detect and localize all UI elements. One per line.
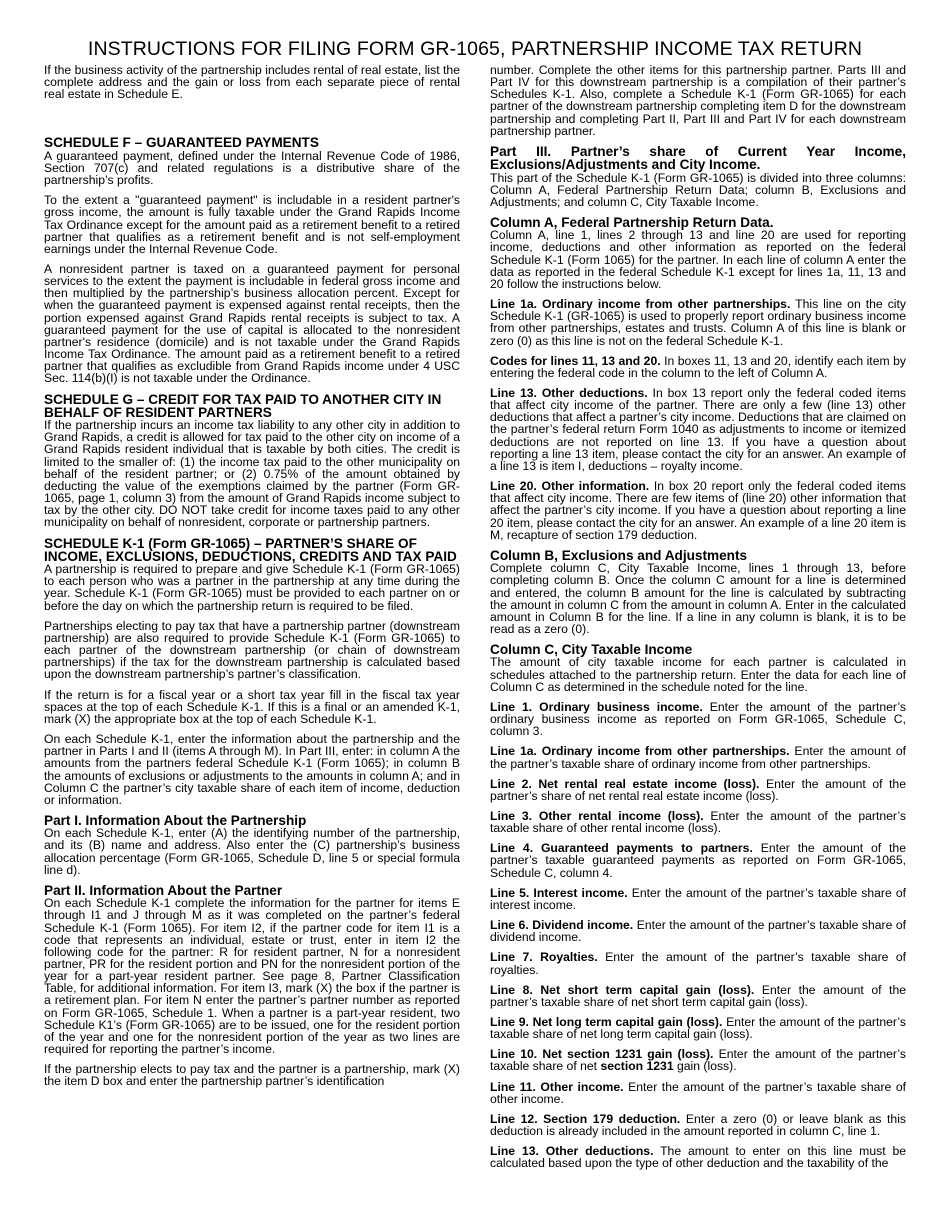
column-a-heading: Column A, Federal Partnership Return Data. — [490, 215, 774, 230]
line-text: The amount to enter on this line must be calculated based upon the type of other deduction and the taxability of the — [490, 1144, 907, 1171]
part-1-heading: Part I. Information About the Partnership — [44, 812, 307, 828]
line-label: Line 12. Section 179 deduction. — [490, 1111, 681, 1126]
paragraph: A partnership is required to prepare and give Schedule K-1 (Form GR-1065) to each person who was a partner in the partnership at any time during the year. Schedule K-1 (Form GR-1065) must be provided to each partner on or before the day on which the partnership return is required to be filed. — [44, 562, 460, 613]
line-label: Line 8. Net short term capital gain (loss). — [490, 982, 755, 997]
line-label: Line 2. Net rental real estate income (loss). — [490, 776, 760, 791]
line-text: gain (loss). — [673, 1059, 737, 1074]
paragraph: A guaranteed payment, defined under the Internal Revenue Code of 1986, Section 707(c) and related regulations is a distributive share of the partnership’s profits. — [44, 148, 460, 188]
line-text: Enter the amount of the partner’s taxable share of other rental income (loss). — [490, 808, 907, 836]
line-emphasis: section 1231 — [600, 1059, 674, 1074]
line-item — [490, 810, 906, 834]
line-label: Line 1. Ordinary business income. — [490, 699, 703, 714]
line-text: Enter the amount of the partner’s taxable share of dividend income. — [490, 918, 906, 945]
line-item — [490, 1016, 906, 1040]
paragraph: On each Schedule K-1 complete the information for the partner for items E through I1 and J through M as it was completed on the partner’s federal Schedule K-1 (Form 1065). For item I2, if the partner code for item I1 is a code that represents an individual, estate or trust, enter in item I2 the following code for the partner: R for resident partner, N for a nonresident partner, PR for the resident portion and PN for the nonresident portion of the year for a part-year resident partner. See page 8, Partner Classification Table, for additional information. For item I3, mark (X) the box if the partner is a retirement plan. For item N enter the partner’s partner number as reported on Form GR-1065, Schedule 1. When a partner is a part-year resident, two Schedule K1’s (Form GR-1065) are to be issued, one for the resident portion of the year and one for the nonresident portion of the year as two lines are required for reporting the partner’s income. — [44, 896, 460, 1057]
line-item — [490, 387, 906, 472]
line-label: Line 1a. Ordinary income from other partnerships. — [490, 297, 791, 312]
line-label: Line 1a. Ordinary income from other partnerships. — [490, 744, 790, 759]
line-text: Enter the amount of the partner’s taxable share of other income. — [490, 1079, 907, 1106]
schedule-f-heading: SCHEDULE F – GUARANTEED PAYMENTS — [44, 135, 319, 151]
line-label: Line 5. Interest income. — [490, 885, 628, 900]
line-item — [490, 1048, 906, 1072]
line-text: Enter the amount of the partner’s taxable share of interest income. — [490, 885, 906, 912]
line-text: Enter the amount of the partner’s taxable share of net long term capital gain (loss). — [490, 1015, 907, 1042]
line-label: Line 4. Guaranteed payments to partners. — [490, 841, 753, 856]
line-text: Enter the amount of the partner’s share of net rental real estate income (loss). — [490, 776, 906, 803]
line-item — [490, 951, 906, 975]
paragraph: If the partnership incurs an income tax liability to any other city in addition to Grand Rapids, a credit is allowed for tax paid to the other city on income of a Grand Rapids resident individual that is taxable by both cities. The credit is limited to the smaller of: (1) the income tax paid to the other municipality on behalf of the resident partner; or (2) 0.75% of the amount obtained by deducting the value of the exemptions claimed by the partner (Form GR-1065, page 1, column 3) from the amount of Grand Rapids income subject to tax by the other city. DO NOT take credit for income taxes paid to any other municipality on behalf of nonresident, corporate or partnership partners. — [44, 418, 460, 530]
line-text: Enter the amount of the partner’s taxable share of royalties. — [490, 950, 906, 977]
paragraph: A nonresident partner is taxed on a guaranteed payment for personal services to the extent the payment is includable in federal gross income and then multiplied by the partnership’s business allocation percent. Except for when the guaranteed payment is expensed against rental receipts, then the portion expensed against Grand Rapids rental receipts is subject to tax. A guaranteed payment for the use of capital is allocated to the nonresident partner's residence (domicile) and is not taxable under the Grand Rapids Income Tax Ordinance. The amount paid as a retirement benefit to a retired partner that qualifies as excludible from Grand Rapids income under 4 USC Sec. 114(b)(I) is not taxable under the Ordinance. — [44, 262, 460, 386]
line-label: Line 3. Other rental income (loss). — [490, 808, 704, 823]
line-item — [490, 480, 906, 541]
paragraph: On each Schedule K-1, enter the information about the partnership and the partner in Parts I and II (items A through M). In Part III, enter: in column A the amounts from the partners federal Schedule K-1 (Form 1065); in column B the amounts of exclusions or adjustments to the amounts in column A; and in Column C the partner’s city taxable share of each item of income, deduction or information. — [44, 732, 460, 807]
paragraph: Partnerships electing to pay tax that have a partnership partner (downstream partnership) are also required to provide Schedule K-1 (Form GR-1065) to each partner of the downstream partnership (or chain of downstream partnerships) if the tax for the downstream partnership is calculated based upon the downstream partnership’s partner’s classification. — [44, 618, 460, 682]
line-text: Enter the amount of the partner’s taxable share of net — [490, 1047, 906, 1074]
paragraph: To the extent a "guaranteed payment" is includable in a resident partner's gross income, the amount is fully taxable under the Grand Rapids Income Tax Ordinance except for the amount paid as a retirement benefit to a retired partner that qualifies as a retirement benefit and is not self-employment earnings under the Internal Revenue Code. — [44, 193, 460, 256]
part-3-heading: Part III. Partner’s share of Current Year Income, Exclusions/Adjustments and City Income. — [490, 143, 906, 173]
line-label: Line 11. Other income. — [490, 1079, 624, 1094]
schedule-g-heading: SCHEDULE G – CREDIT FOR TAX PAID TO ANOTHER CITY IN BEHALF OF RESIDENT PARTNERS — [44, 391, 442, 420]
line-label: Line 9. Net long term capital gain (loss). — [490, 1015, 723, 1030]
two-column-body — [44, 64, 906, 1178]
page-title: INSTRUCTIONS FOR FILING FORM GR-1065, PARTNERSHIP INCOME TAX RETURN — [87, 38, 863, 60]
line-item — [490, 919, 906, 943]
line-label: Line 13. Other deductions. — [490, 386, 648, 401]
line-item — [490, 842, 906, 878]
paragraph: This part of the Schedule K-1 (Form GR-1065) is divided into three columns: Column A, Federal Partnership Return Data; column B, Exclusions and Adjustments; and column C, City Taxable Income. — [490, 170, 906, 209]
line-text: In box 13 report only the federal coded items that affect city income of the partner. There are only a few (line 13) other deductions that affect a partner’s city income. Deductions that are claimed on the partner’s federal return Form 1040 as adjustments to income or itemized deductions are not reported on line 13. If you have a question about reporting a line 13 item, please contact the city for an answer. An example of a line 13 is item I, deductions – royalty income. — [490, 386, 906, 473]
line-item — [490, 1113, 906, 1137]
section-spacer — [44, 108, 460, 136]
line-text: Enter a zero (0) or leave blank as this deduction is already included in the amount reported in column C, line 1. — [490, 1111, 906, 1139]
part-2-heading: Part II. Information About the Partner — [44, 882, 283, 898]
paragraph: Column A, line 1, lines 2 through 13 and line 20 are used for reporting income, deductions and other information as reported on the federal Schedule K-1 (Form 1065) for the partner. In each line of column A enter the data as reported in the federal Schedule K-1 except for lines 1a, 11, 13 and 20 follow the instructions below. — [490, 228, 906, 291]
line-text: Enter the amount of the partner’s taxable share of net short term capital gain (loss). — [490, 982, 907, 1009]
line-label: Codes for lines 11, 13 and 20. — [490, 353, 661, 368]
paragraph: If the partnership elects to pay tax and the partner is a partnership, mark (X) the item D box and enter the partnership partner’s identification — [44, 1062, 460, 1089]
line-item — [490, 1081, 906, 1105]
line-label: Line 10. Net section 1231 gain (loss). — [490, 1047, 714, 1062]
line-text: In boxes 11, 13 and 20, identify each item by entering the federal code in the column to the left of Column A. — [490, 353, 906, 380]
line-text: Enter the amount of the partner’s taxable guaranteed payments as reported on Form GR-1065, Schedule C, column 4. — [490, 841, 906, 880]
column-b-heading: Column B, Exclusions and Adjustments — [490, 547, 748, 563]
line-item — [490, 1145, 906, 1169]
line-text: Enter the amount of the partner’s ordinary business income as reported on Form GR-1065, Schedule C, column 3. — [490, 699, 906, 739]
line-label: Line 20. Other information. — [490, 479, 650, 494]
line-text: This line on the city Schedule K-1 (GR-1065) is used to properly report ordinary business income from other partnerships, estates and trusts. Column A of this line is blank or zero (0) as this line is not on the federal Schedule K-1. — [490, 297, 906, 348]
line-label: Line 6. Dividend income. — [490, 918, 634, 933]
line-text: In box 20 report only the federal coded items that affect city income. There are few items of (line 20) other information that affect the partner’s city income. If you have a question about reporting a line 20 item, please contact the city for an answer. An example of a line 20 item is M, recapture of section 179 deduction. — [490, 479, 906, 542]
line-item — [490, 778, 906, 802]
paragraph: The amount of city taxable income for each partner is calculated in schedules attached to the partnership return. Enter the data for each line of Column C as determined in the schedule noted for the line. — [490, 655, 906, 694]
column-c-heading: Column C, City Taxable Income — [490, 642, 693, 658]
line-item — [490, 298, 906, 347]
schedule-k1-heading: SCHEDULE K-1 (Form GR-1065) – PARTNER’S SHARE OF INCOME, EXCLUSIONS, DEDUCTIONS, CREDITS AND TAX PAID — [44, 535, 457, 564]
line-label: Line 13. Other deductions. — [490, 1144, 654, 1159]
paragraph: number. Complete the other items for this partnership partner. Parts III and Part IV for this downstream partnership is a compilation of their partner’s Schedules K-1. Also, complete a Schedule K-1 (Form GR-1065) for each partner of the downstream partnership completing item D for the downstream partnership and completing Part II, Part III and Part IV for each downstream partnership partner. — [490, 63, 906, 138]
line-item — [490, 355, 906, 379]
paragraph: Complete column C, City Taxable Income, lines 1 through 13, before completing column B. Once the column C amount for a line is determined and entered, the column B amount for the line is calculated by subtracting the amount in column C from the amount in column A. Enter in the calculated amount in Column B for the line. If a line in any column is blank, it is to be read as a zero (0). — [490, 561, 906, 636]
line-item — [490, 984, 906, 1008]
line-item — [490, 745, 906, 769]
line-item — [490, 887, 906, 911]
paragraph: If the return is for a fiscal year or a short tax year fill in the fiscal tax year spaces at the top of each Schedule K-1. If this is a final or an amended K-1, mark (X) the appropriate box at the top of each Schedule K-1. — [44, 687, 460, 726]
paragraph: On each Schedule K-1, enter (A) the identifying number of the partnership, and its (B) name and address. Also enter the (C) partnership’s business allocation percentage (Form GR-1065, Schedule D, line 5 or special formula line d). — [44, 826, 460, 877]
line-label: Line 7. Royalties. — [490, 950, 598, 965]
line-item — [490, 701, 906, 737]
right-column — [490, 64, 906, 1178]
left-column — [44, 64, 460, 1178]
line-text: Enter the amount of the partner’s taxable share of ordinary income from other partnerships. — [490, 744, 906, 771]
intro-paragraph: If the business activity of the partnership includes rental of real estate, list the complete address and the gain or loss from each separate piece of rental real estate in Schedule E. — [44, 63, 460, 102]
